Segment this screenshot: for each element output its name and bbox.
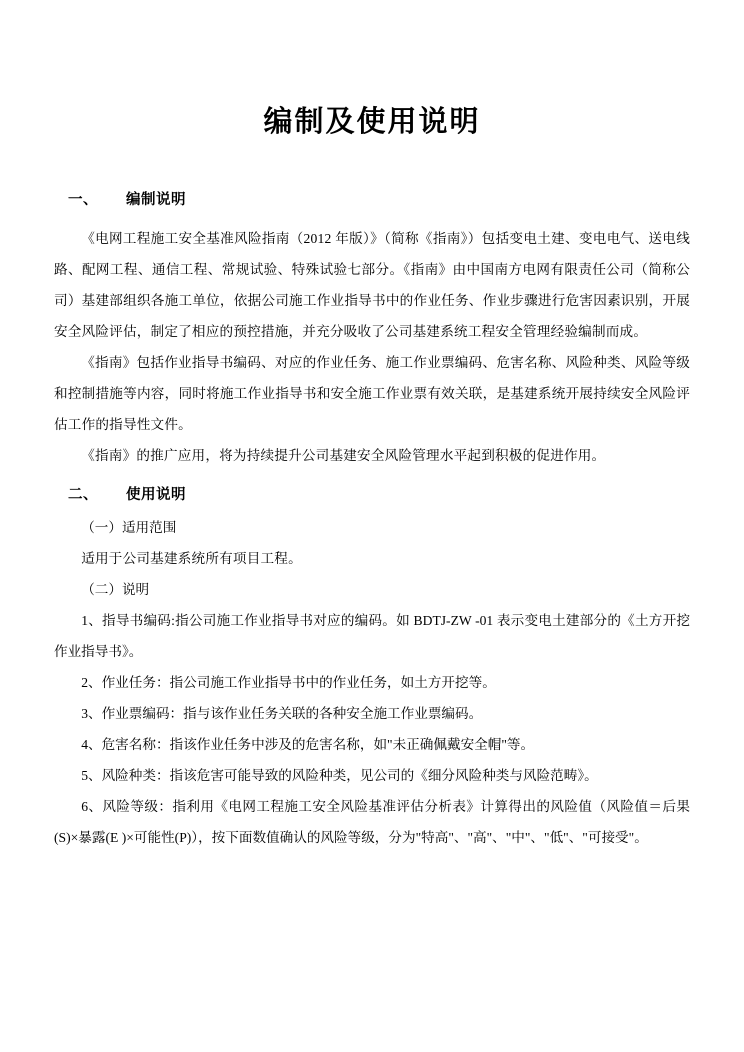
section-heading-1 bbox=[54, 189, 690, 212]
section-heading-2 bbox=[54, 484, 690, 507]
paragraph: 《指南》的推广应用，将为持续提升公司基建安全风险管理水平起到积极的促进作用。 bbox=[81, 447, 606, 463]
subsection-label-scope: （一）适用范围 bbox=[81, 519, 177, 535]
list-item: 4、危害名称：指该作业任务中涉及的危害名称，如"未正确佩戴安全帽"等。 bbox=[81, 736, 535, 752]
paragraph: 《指南》包括作业指导书编码、对应的作业任务、施工作业票编码、危害名称、风险种类、风险等级和控制措施等内容，同时将施工作业指导书和安全施工作业票有效关联，是基建系统开展持续安全风险评估工作的指导性文件。 bbox=[54, 354, 690, 432]
paragraph: 《电网工程施工安全基准风险指南（2012 年版）》（简称《指南》）包括变电土建、变电电气、送电线路、配网工程、通信工程、常规试验、特殊试验七部分。《指南》由中国南方电网有限责任公司（简称公司）基建部组织各施工单位，依据公司施工作业指导书中的作业任务、作业步骤进行危害因素识别，开展安全风险评估，制定了相应的预控措施，并充分吸收了公司基建系统工程安全管理经验编制而成。 bbox=[54, 230, 690, 339]
list-item: 3、作业票编码：指与该作业任务关联的各种安全施工作业票编码。 bbox=[81, 705, 483, 721]
subsection-label-explanation: （二）说明 bbox=[81, 581, 150, 597]
section-number-1: 一、 bbox=[68, 191, 98, 208]
list-item: 2、作业任务：指公司施工作业指导书中的作业任务，如土方开挖等。 bbox=[81, 674, 496, 690]
section-title-1: 编制说明 bbox=[126, 191, 186, 208]
paragraph: 适用于公司基建系统所有项目工程。 bbox=[81, 550, 302, 566]
list-item: 6、风险等级：指利用《电网工程施工安全风险基准评估分析表》计算得出的风险值（风险值＝后果(S)×暴露(E )×可能性(P)），按下面数值确认的风险等级，分为"特高"、"高"、"中"、"低"、"可接受"。 bbox=[54, 798, 690, 845]
list-item: 5、风险种类：指该危害可能导致的风险种类，见公司的《细分风险种类与风险范畴》。 bbox=[81, 767, 598, 783]
page-title: 编制及使用说明 bbox=[263, 106, 481, 138]
section-title-2: 使用说明 bbox=[126, 486, 186, 503]
list-item: 1、指导书编码:指公司施工作业指导书对应的编码。如 BDTJ-ZW -01 表示变电土建部分的《土方开挖作业指导书》。 bbox=[54, 612, 690, 659]
section-number-2: 二、 bbox=[68, 486, 98, 503]
